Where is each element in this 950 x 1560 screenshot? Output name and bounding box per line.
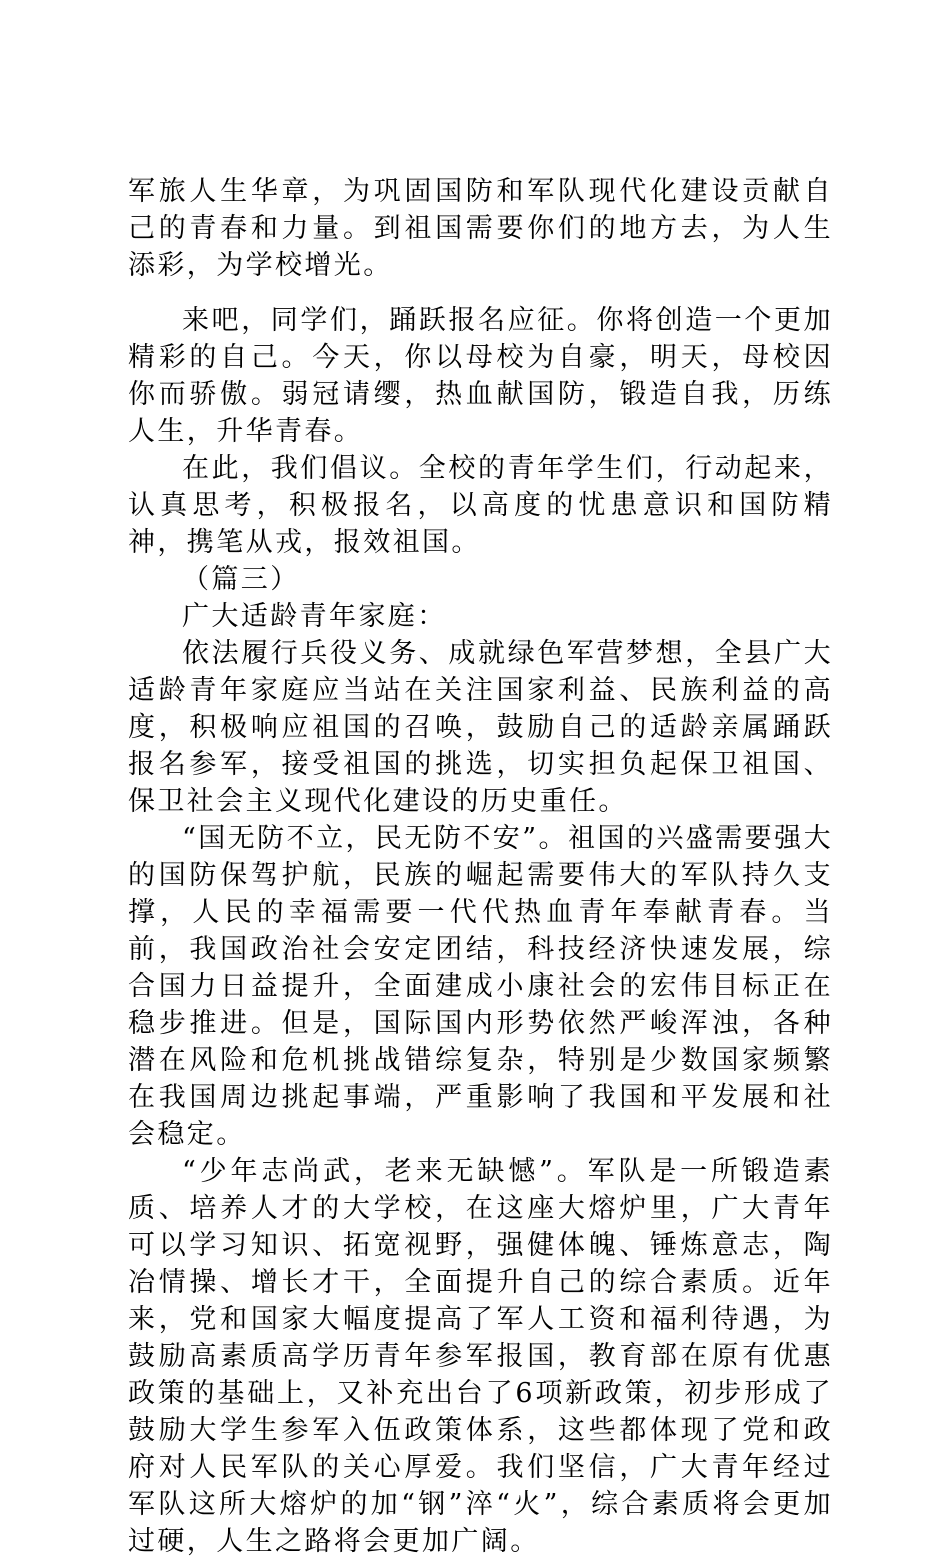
- paragraph-call-to-apply: 来吧，同学们，踊跃报名应征。你将创造一个更加精彩的自己。今天，你以母校为自豪，明天，母校因你而骄傲。弱冠请缨，热血献国防，锻造自我，历练人生，升华青春。: [128, 305, 833, 447]
- salutation: 广大适龄青年家庭：: [182, 601, 447, 632]
- paragraph-duty: 依法履行兵役义务、成就绿色军营梦想，全县广大适龄青年家庭应当站在关注国家利益、民族利益的高度，积极响应祖国的召唤，鼓励自己的适龄亲属踊跃报名参军，接受祖国的挑选，切实担负起保卫祖国、保卫社会主义现代化建设的历史重任。: [128, 638, 833, 817]
- paragraph-military-school: “少年志尚武，老来无缺憾”。军队是一所锻造素质、培养人才的大学校，在这座大熔炉里，广大青年可以学习知识、拓宽视野，强健体魄、锤炼意志，陶冶情操、增长才干，全面提升自己的综合素质。近年来，党和国家大幅度提高了军人工资和福利待遇，为鼓励高素质高学历青年参军报国，教育部在原有优惠政策的基础上，又补充出台了6项新政策，初步形成了鼓励大学生参军入伍政策体系，这些都体现了党和政府对人民军队的关心厚爱。我们坚信，广大青年经过军队这所大熔炉的加“钢”淬“火”，综合素质将会更加过硬，人生之路将会更加广阔。: [128, 1156, 833, 1557]
- paragraph-national-defense: “国无防不立，民无防不安”。祖国的兴盛需要强大的国防保驾护航，民族的崛起需要伟大的军队持久支撑，人民的幸福需要一代代热血青年奉献青春。当前，我国政治社会安定团结，科技经济快速发展，综合国力日益提升，全面建成小康社会的宏伟目标正在稳步推进。但是，国际国内形势依然严峻浑浊，各种潜在风险和危机挑战错综复杂，特别是少数国家频繁在我国周边挑起事端，严重影响了我国和平发展和社会稳定。: [128, 823, 833, 1150]
- paragraph-continuation: 军旅人生华章，为巩固国防和军队现代化建设贡献自己的青春和力量。到祖国需要你们的地方去，为人生添彩，为学校增光。: [128, 176, 833, 281]
- section-heading: （篇三）: [182, 564, 300, 595]
- paragraph-proposal: 在此，我们倡议。全校的青年学生们，行动起来，认真思考，积极报名，以高度的忧患意识和国防精神，携笔从戎，报效祖国。: [128, 453, 833, 558]
- document-body: [128, 173, 833, 1560]
